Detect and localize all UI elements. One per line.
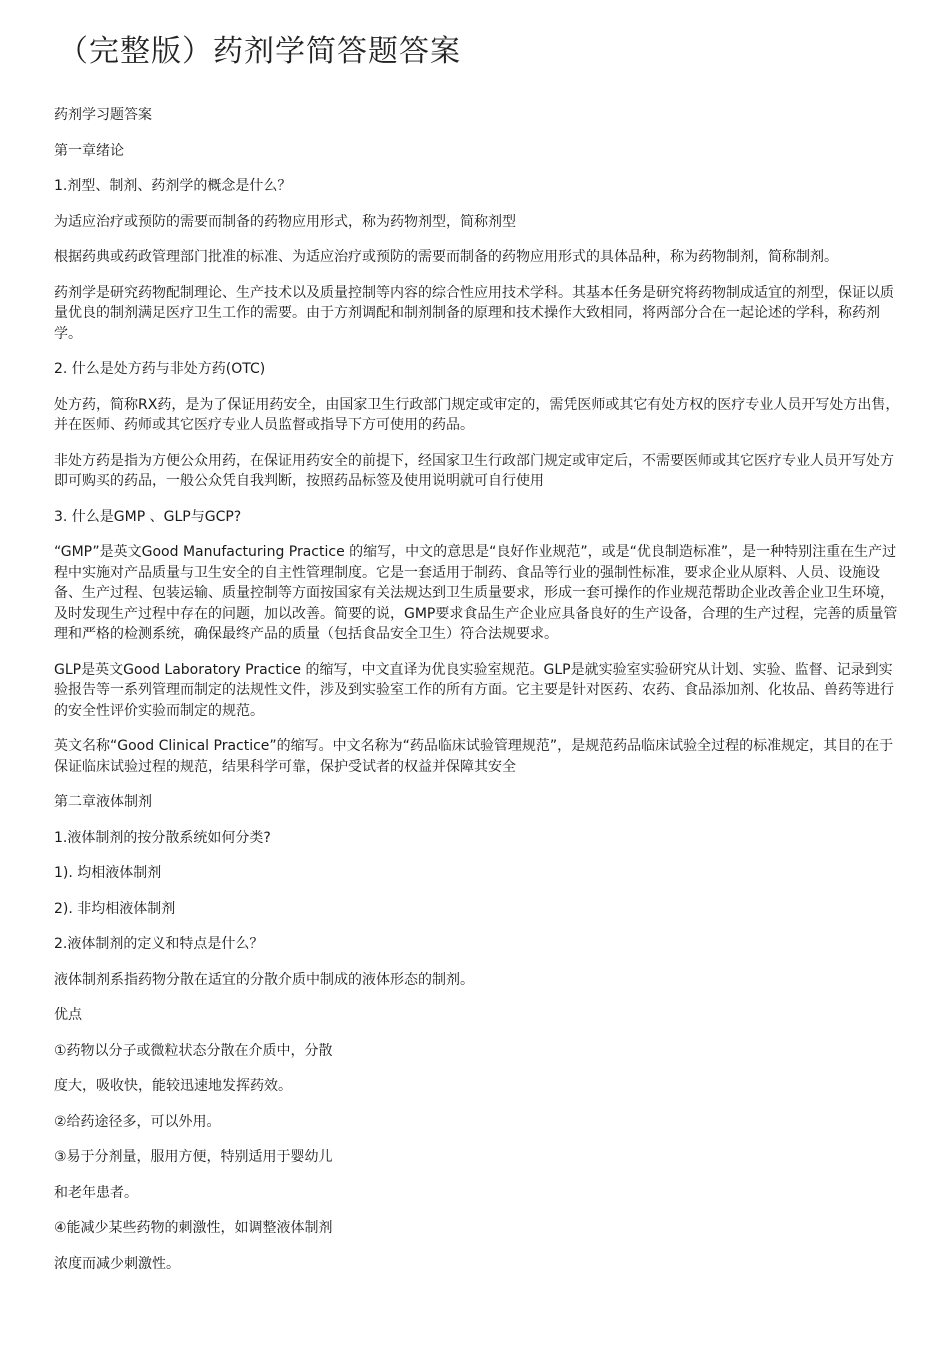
answer-paragraph: 药剂学是研究药物配制理论、生产技术以及质量控制等内容的综合性应用技术学科。其基本任务是研究将药物制成适宜的剂型，保证以质量优良的制剂满足医疗卫生工作的需要。由于方剂调配和制剂制备的原理和技术操作大致相同，将两部分合在一起论述的学科，称药剂学。 bbox=[54, 284, 894, 342]
document-body bbox=[54, 105, 904, 1289]
answer-paragraph: 英文名称“Good Clinical Practice”的缩写。中文名称为“药品临床试验管理规范”，是规范药品临床试验全过程的标准规定，其目的在于保证临床试验过程的规范，结果科学可靠，保护受试者的权益并保障其安全 bbox=[54, 738, 894, 775]
answer-paragraph: “GMP”是英文Good Manufacturing Practice 的缩写，中文的意思是“良好作业规范”，或是“优良制造标准”，是一种特别注重在生产过程中实施对产品质量与卫生安全的自主性管理制度。它是一套适用于制药、食品等行业的强制性标准，要求企业从原料、人员、设施设备、生产过程、包装运输、质量控制等方面按国家有关法规达到卫生质量要求，形成一套可操作的作业规范帮助企业改善企业卫生环境，及时发现生产过程中存在的问题，加以改善。简要的说，GMP要求食品生产企业应具备良好的生产设备，合理的生产过程，完善的质量管理和严格的检测系统，确保最终产品的质量（包括食品安全卫生）符合法规要求。 bbox=[54, 544, 898, 642]
answer-paragraph: 处方药，简称RX药，是为了保证用药安全，由国家卫生行政部门规定或审定的，需凭医师或其它有处方权的医疗专业人员开写处方出售，并在医师、药师或其它医疗专业人员监督或指导下方可使用的药品。 bbox=[54, 396, 900, 433]
document-title: （完整版）药剂学简答题答案 bbox=[58, 34, 461, 69]
list-item: ①药物以分子或微粒状态分散在介质中，分散 bbox=[54, 1042, 333, 1059]
list-item: 浓度而减少刺激性。 bbox=[54, 1255, 180, 1272]
question: 1.剂型、制剂、药剂学的概念是什么？ bbox=[54, 178, 292, 194]
list-item: ②给药途径多，可以外用。 bbox=[54, 1113, 221, 1130]
answer-paragraph: 液体制剂系指药物分散在适宜的分散介质中制成的液体形态的制剂。 bbox=[54, 971, 474, 988]
chapter-heading: 第二章液体制剂 bbox=[54, 794, 152, 810]
question: 3. 什么是GMP 、GLP与GCP? bbox=[54, 508, 242, 525]
question: 2. 什么是处方药与非处方药(OTC) bbox=[54, 361, 266, 377]
answer-paragraph: 为适应治疗或预防的需要而制备的药物应用形式，称为药物剂型，简称剂型 bbox=[54, 213, 516, 230]
question: 1.液体制剂的按分散系统如何分类? bbox=[54, 829, 271, 846]
chapter-heading: 第一章绪论 bbox=[54, 142, 124, 159]
section-label: 优点 bbox=[54, 1007, 82, 1023]
question: 2.液体制剂的定义和特点是什么？ bbox=[54, 936, 264, 952]
list-item: 度大，吸收快，能较迅速地发挥药效。 bbox=[54, 1078, 292, 1094]
answer-paragraph: GLP是英文Good Laboratory Practice 的缩写，中文直译为优良实验室规范。GLP是就实验室实验研究从计划、实验、监督、记录到实验报告等一系列管理而制定的法规性文件，涉及到实验室工作的所有方面。它主要是针对医药、农药、食品添加剂、化妆品、兽药等进行的安全性评价实验而制定的规范。 bbox=[54, 661, 894, 719]
list-item: ③易于分剂量，服用方便，特别适用于婴幼儿 bbox=[54, 1149, 333, 1165]
list-item: ④能减少某些药物的刺激性，如调整液体制剂 bbox=[54, 1220, 333, 1236]
answer-paragraph: 非处方药是指为方便公众用药，在保证用药安全的前提下，经国家卫生行政部门规定或审定后，不需要医师或其它医疗专业人员开写处方即可购买的药品，一般公众凭自我判断，按照药品标签及使用说明就可自行使用 bbox=[54, 452, 894, 489]
list-item: 和老年患者。 bbox=[54, 1184, 138, 1201]
list-item: 1). 均相液体制剂 bbox=[54, 865, 162, 881]
document-subtitle: 药剂学习题答案 bbox=[54, 107, 152, 123]
answer-paragraph: 根据药典或药政管理部门批准的标准、为适应治疗或预防的需要而制备的药物应用形式的具体品种，称为药物制剂，简称制剂。 bbox=[54, 249, 838, 265]
list-item: 2). 非均相液体制剂 bbox=[54, 900, 176, 917]
